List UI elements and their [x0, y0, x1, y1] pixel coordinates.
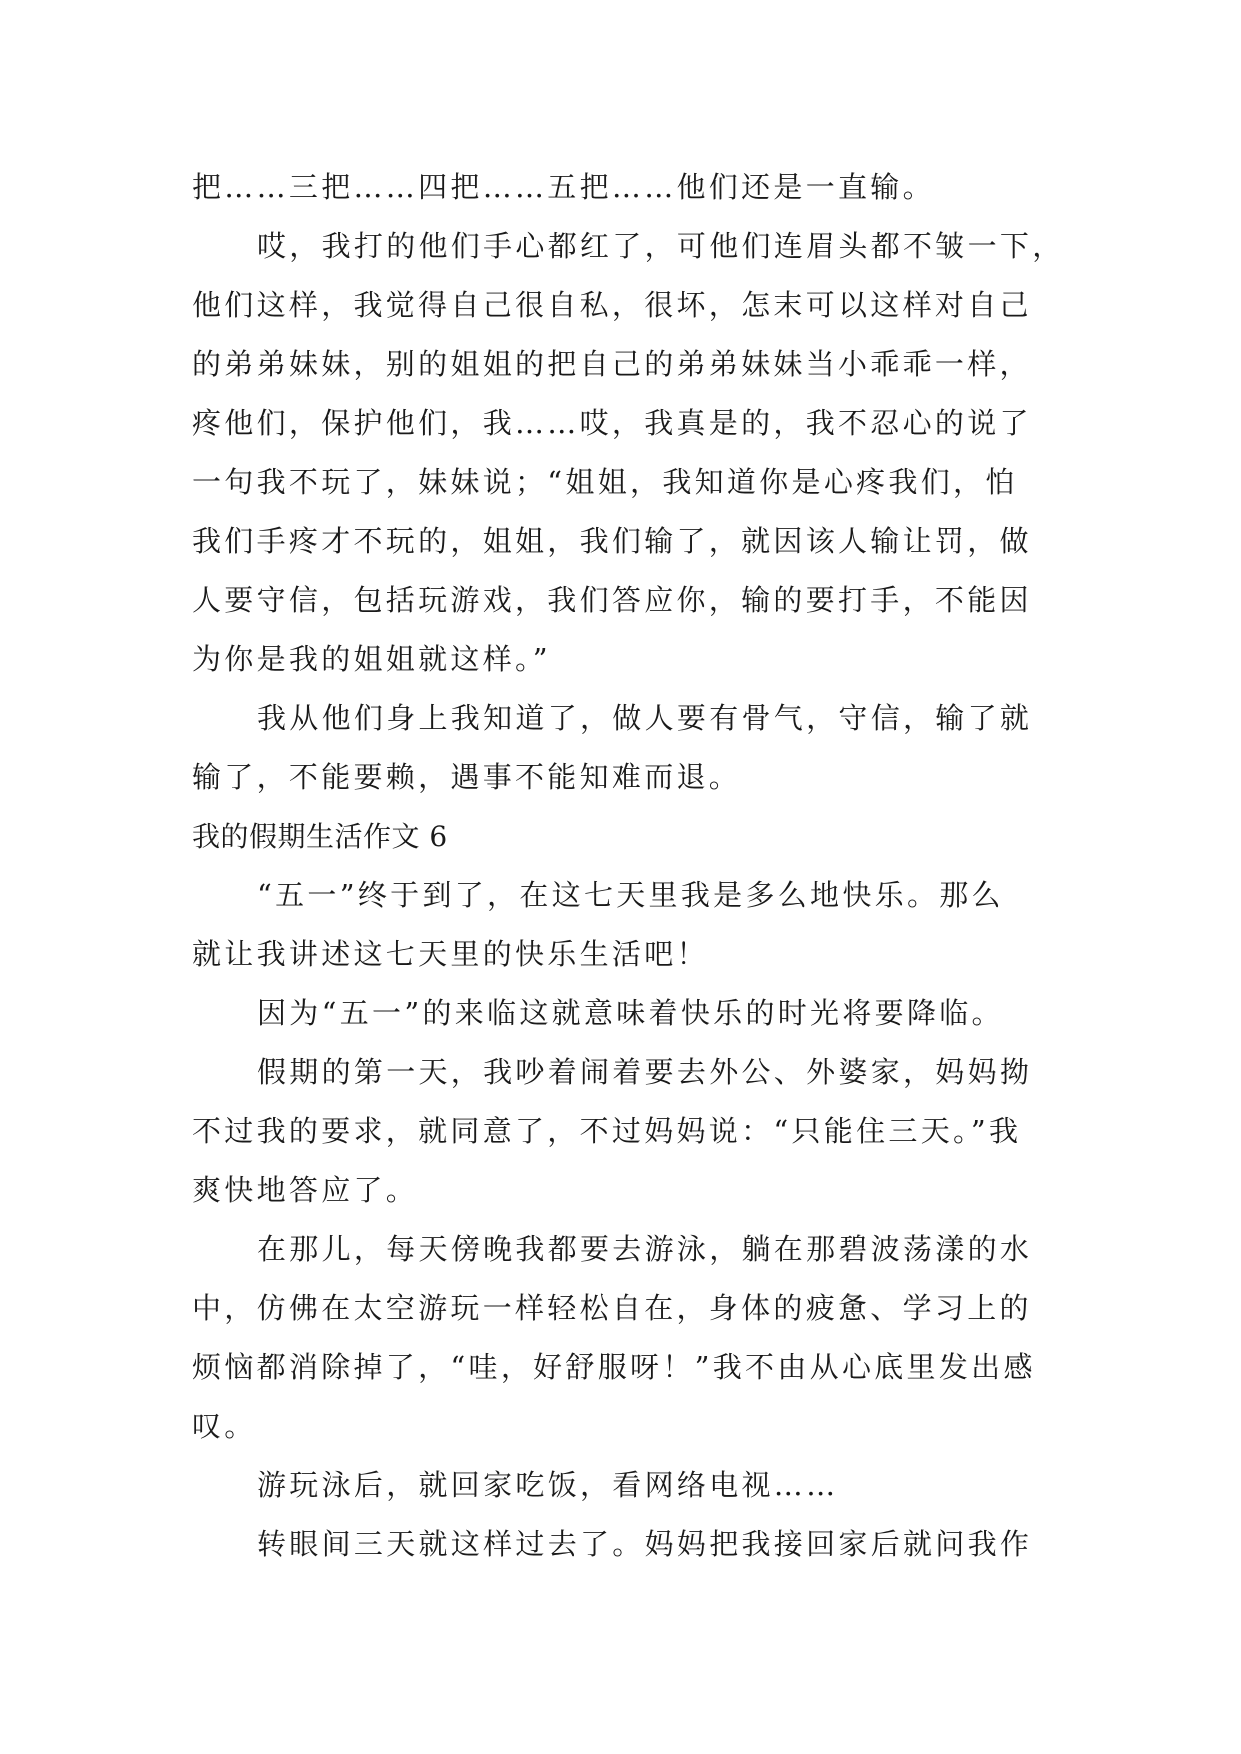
text-line: 中，仿佛在太空游玩一样轻松自在，身体的疲惫、学习上的 — [192, 1291, 1032, 1325]
text-line: 因为“五一”的来临这就意味着快乐的时光将要降临。 — [257, 996, 1004, 1030]
text-line: 烦恼都消除掉了，“哇，好舒服呀！”我不由从心底里发出感 — [192, 1350, 1036, 1384]
text-line: 转眼间三天就这样过去了。妈妈把我接回家后就问我作 — [257, 1527, 1033, 1561]
text-line: 疼他们，保护他们，我……哎，我真是的，我不忍心的说了 — [192, 406, 1032, 440]
text-line: 不过我的要求，就同意了，不过妈妈说：“只能住三天。”我 — [192, 1114, 1022, 1148]
body-text-block-2 — [192, 866, 1052, 1574]
text-line: 把……三把……四把……五把……他们还是一直输。 — [192, 170, 935, 204]
text-line: 假期的第一天，我吵着闹着要去外公、外婆家，妈妈拗 — [257, 1055, 1033, 1089]
text-line: 叹。 — [192, 1409, 257, 1443]
text-line: 他们这样，我觉得自己很自私，很坏，怎末可以这样对自己 — [192, 288, 1032, 322]
text-line: 游玩泳后，就回家吃饭，看网络电视…… — [257, 1468, 839, 1502]
text-line: 哎，我打的他们手心都红了，可他们连眉头都不皱一下， — [257, 229, 1065, 263]
text-line: 就让我讲述这七天里的快乐生活吧！ — [192, 937, 709, 971]
text-line: 的弟弟妹妹，别的姐姐的把自己的弟弟妹妹当小乖乖一样， — [192, 347, 1032, 381]
document-page — [192, 158, 1065, 1574]
body-text-block-1 — [192, 158, 1065, 807]
text-line: 我从他们身上我知道了，做人要有骨气，守信，输了就 — [257, 701, 1033, 735]
text-line: 人要守信，包括玩游戏，我们答应你，输的要打手，不能因 — [192, 583, 1032, 617]
text-line: 输了，不能要赖，遇事不能知难而退。 — [192, 760, 742, 794]
text-line: 为你是我的姐姐就这样。” — [192, 642, 551, 676]
text-line: 一句我不玩了，妹妹说；“姐姐，我知道你是心疼我们，怕 — [192, 465, 1018, 499]
text-line: 爽快地答应了。 — [192, 1173, 419, 1207]
text-line: “五一”终于到了，在这七天里我是多么地快乐。那么 — [257, 878, 1004, 912]
section-title: 我的假期生活作文 6 — [192, 820, 448, 853]
text-line: 在那儿，每天傍晚我都要去游泳，躺在那碧波荡漾的水 — [257, 1232, 1033, 1266]
text-line: 我们手疼才不玩的，姐姐，我们输了，就因该人输让罚，做 — [192, 524, 1032, 558]
